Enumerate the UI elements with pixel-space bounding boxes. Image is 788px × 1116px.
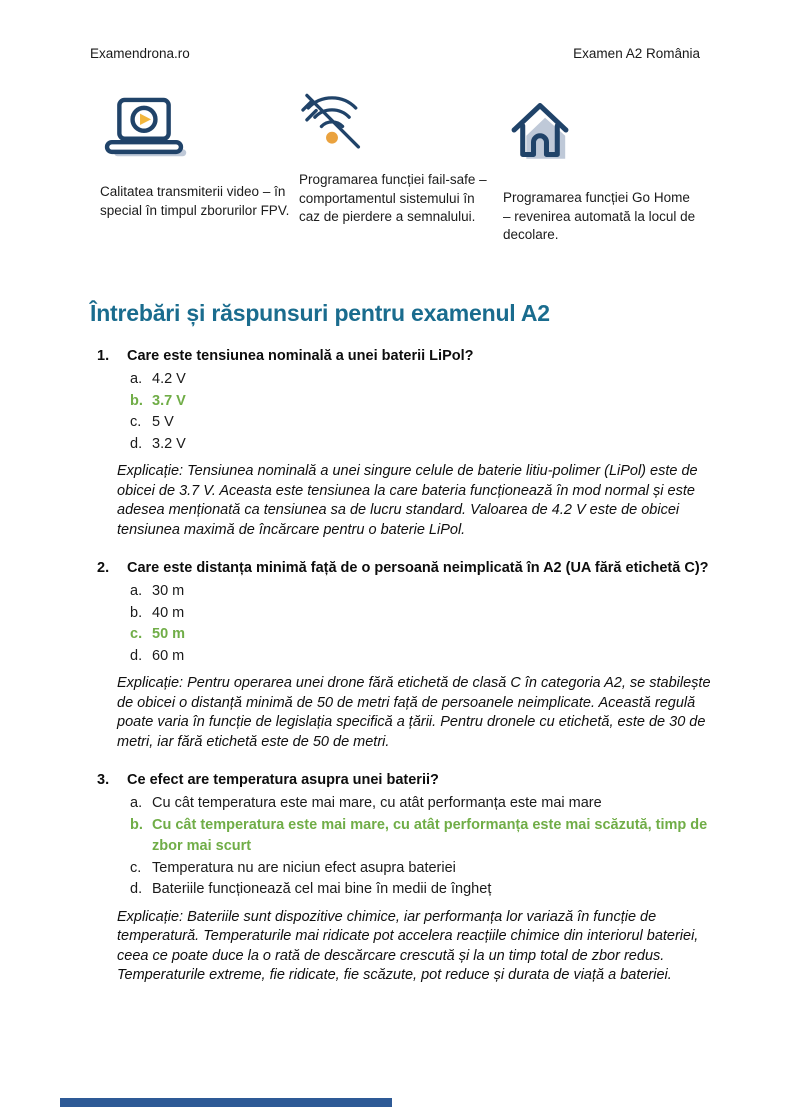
questions-list [90,346,717,1004]
answer-option [90,858,717,880]
answer-option [90,646,717,668]
footer-bar [60,1098,392,1107]
option-letter: a. [130,795,143,811]
options-list [90,793,717,901]
option-text: 5 V [152,414,174,430]
feature-caption: Programarea funcției Go Home – revenirea automată la locul de decolare. [503,190,696,243]
answer-option [90,581,717,603]
option-text: Cu cât temperatura este mai mare, cu atât performanța este mai mare [152,795,602,811]
option-text: 3.2 V [152,435,186,452]
feature-item [299,90,489,227]
answer-option [90,369,717,391]
feature-caption: Calitatea transmiterii video – în special în timpul zborurilor FPV. [100,184,290,218]
question-block [90,346,717,540]
explanation-text: Explicație: Bateriile sunt dispozitive chimice, iar performanța lor variază în funcție de temperatură. Temperaturile mai ridicate pot accelera reacțiile chimice din interiorul bateriei, ceea ce poate duce la o rată de descărcare crescută și la un timp total de zbor redus. Temperaturile extreme, fie ridicate, fie scăzute, pot reduce și durata de viață a bateriei. [117,908,699,983]
question-number: 2. [97,560,110,576]
options-list [90,581,717,667]
answer-option [90,793,717,815]
explanation-text: Explicație: Tensiunea nominală a unei singure celule de baterie litiu-polimer (LiPol) este de obicei de 3.7 V. Aceasta este tensiunea la care bateria funcționează în mod normal și este adesea menționată ca tensiunea sa de lucru standard. Valoarea de 4.2 V este de obicei tensiunea maximă de încărcare pentru o baterie LiPol. [117,463,698,538]
header-site-name: Examendrona.ro [90,46,190,61]
question-number: 3. [97,772,110,788]
laptop-video-icon [100,92,297,166]
answer-option [90,879,717,901]
answer-option [90,603,717,625]
option-letter: b. [130,604,143,621]
question-text: Ce efect are temperatura asupra unei baterii? [127,772,439,788]
header-exam-title: Examen A2 România [573,46,700,61]
option-text: Cu cât temperatura este mai mare, cu atât performanța este mai scăzută, timp de zbor mai scurt [152,816,708,854]
option-text: Bateriile funcționează cel mai bine în medii de îngheț [152,881,492,897]
option-letter: b. [130,816,143,833]
explanation-text: Explicație: Pentru operarea unei drone fără etichetă de clasă C în categoria A2, se stabilește de obicei o distanță minimă de 50 de metri față de persoanele neimplicate. Această regulă poate varia în funcție de legislația specifică a țării. Pentru dronele cu etichetă, este de 30 de metri, iar fără etichetă este de 50 de metri. [117,675,711,750]
feature-caption: Programarea funcției fail-safe – comportamentul sistemului în caz de pierdere a semnalului. [299,172,487,225]
question-head [90,558,717,578]
question-head [90,770,717,790]
options-list [90,369,717,455]
option-text: 40 m [152,604,185,621]
answer-option [90,434,717,456]
question-block [90,770,717,986]
option-letter: d. [130,881,143,897]
option-text: 60 m [152,647,185,664]
option-text: Temperatura nu are niciun efect asupra bateriei [152,859,456,876]
feature-item [503,94,700,245]
question-number: 1. [97,348,110,364]
option-text: 50 m [152,626,186,642]
answer-option-correct [90,624,717,646]
home-icon [503,94,700,166]
wifi-off-icon [299,90,489,151]
answer-option [90,412,717,434]
section-title: Întrebări și răspunsuri pentru examenul A2 [90,300,550,326]
option-letter: c. [130,626,143,642]
option-letter: a. [130,583,143,599]
option-text: 4.2 V [152,371,186,387]
option-letter: d. [130,647,143,664]
option-letter: b. [130,392,143,409]
option-letter: c. [130,414,142,430]
question-text: Care este tensiunea nominală a unei baterii LiPol? [127,348,474,364]
question-head [90,346,717,366]
option-text: 3.7 V [152,392,186,409]
feature-item [100,92,297,220]
question-text: Care este distanța minimă față de o persoană neimplicată în A2 (UA fără etichetă C)? [127,560,709,576]
option-letter: d. [130,435,143,452]
page-header [90,46,700,61]
option-text: 30 m [152,583,185,599]
question-block [90,558,717,752]
answer-option-correct [90,815,717,858]
option-letter: a. [130,371,143,387]
option-letter: c. [130,859,142,876]
answer-option-correct [90,391,717,413]
